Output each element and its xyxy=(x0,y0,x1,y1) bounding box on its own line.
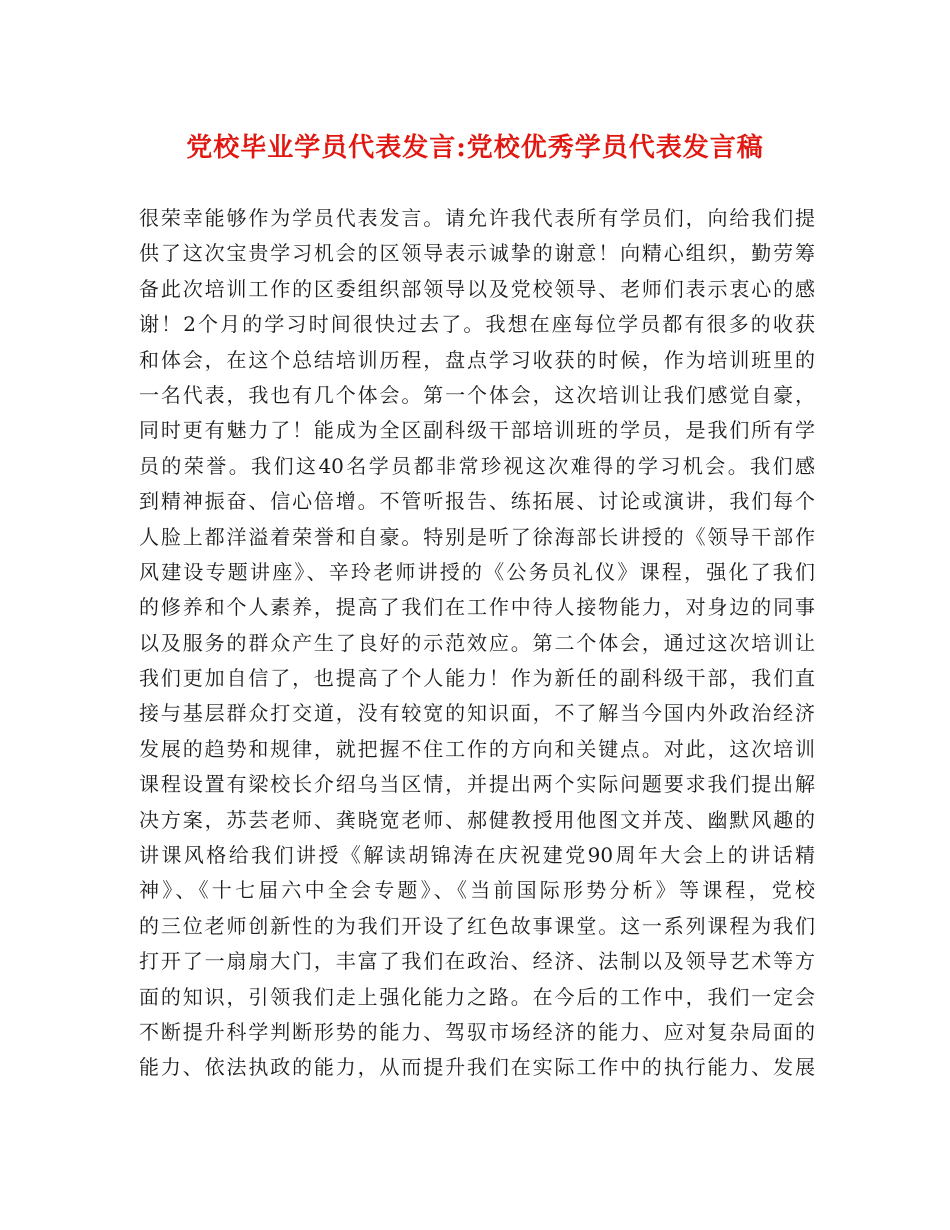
body-line: 风建设专题讲座》、辛玲老师讲授的《公务员礼仪》课程，强化了我们 xyxy=(139,559,815,584)
body-line: 的三位老师创新性的为我们开设了红色故事课堂。这一系列课程为我们 xyxy=(139,913,815,938)
body-line: 和体会，在这个总结培训历程，盘点学习收获的时候，作为培训班里的 xyxy=(139,347,815,372)
body-line: 发展的趋势和规律，就把握不住工作的方向和关键点。对此，这次培训 xyxy=(139,736,815,761)
body-line: 接与基层群众打交道，没有较宽的知识面，不了解当今国内外政治经济 xyxy=(139,701,815,726)
body-line: 一名代表，我也有几个体会。第一个体会，这次培训让我们感觉自豪， xyxy=(139,382,815,407)
body-line: 以及服务的群众产生了良好的示范效应。第二个体会，通过这次培训让 xyxy=(139,630,815,655)
body-line: 讲课风格给我们讲授《解读胡锦涛在庆祝建党90周年大会上的讲话精 xyxy=(139,843,815,868)
document-body xyxy=(139,201,815,1086)
body-line: 的修养和个人素养，提高了我们在工作中待人接物能力，对身边的同事 xyxy=(139,595,815,620)
body-line: 我们更加自信了，也提高了个人能力！作为新任的副科级干部，我们直 xyxy=(139,666,815,691)
body-line: 很荣幸能够作为学员代表发言。请允许我代表所有学员们，向给我们提 xyxy=(139,206,815,230)
body-line: 不断提升科学判断形势的能力、驾驭市场经济的能力、应对复杂局面的 xyxy=(139,1019,815,1044)
body-line: 同时更有魅力了！能成为全区副科级干部培训班的学员，是我们所有学 xyxy=(139,418,815,443)
document-title: 党校毕业学员代表发言:党校优秀学员代表发言稿 xyxy=(186,133,764,163)
body-line: 到精神振奋、信心倍增。不管听报告、练拓展、讨论或演讲，我们每个 xyxy=(139,489,815,514)
body-line: 人脸上都洋溢着荣誉和自豪。特别是听了徐海部长讲授的《领导干部作 xyxy=(139,524,815,549)
body-line: 供了这次宝贵学习机会的区领导表示诚挚的谢意！向精心组织，勤劳筹 xyxy=(139,241,815,266)
body-line: 神》、《十七届六中全会专题》、《当前国际形势分析》等课程，党校 xyxy=(139,878,815,903)
body-line: 能力、依法执政的能力，从而提升我们在实际工作中的执行能力、发展 xyxy=(139,1055,815,1080)
body-line: 决方案，苏芸老师、龚晓宽老师、郝健教授用他图文并茂、幽默风趣的 xyxy=(139,807,815,832)
body-line: 面的知识，引领我们走上强化能力之路。在今后的工作中，我们一定会 xyxy=(139,984,815,1009)
body-line: 谢！2个月的学习时间很快过去了。我想在座每位学员都有很多的收获 xyxy=(139,312,815,337)
body-line: 课程设置有梁校长介绍乌当区情，并提出两个实际问题要求我们提出解 xyxy=(139,772,815,797)
body-line: 员的荣誉。我们这40名学员都非常珍视这次难得的学习机会。我们感 xyxy=(139,453,815,478)
body-line: 打开了一扇扇大门，丰富了我们在政治、经济、法制以及领导艺术等方 xyxy=(139,949,815,974)
body-line: 备此次培训工作的区委组织部领导以及党校领导、老师们表示衷心的感 xyxy=(139,276,815,301)
